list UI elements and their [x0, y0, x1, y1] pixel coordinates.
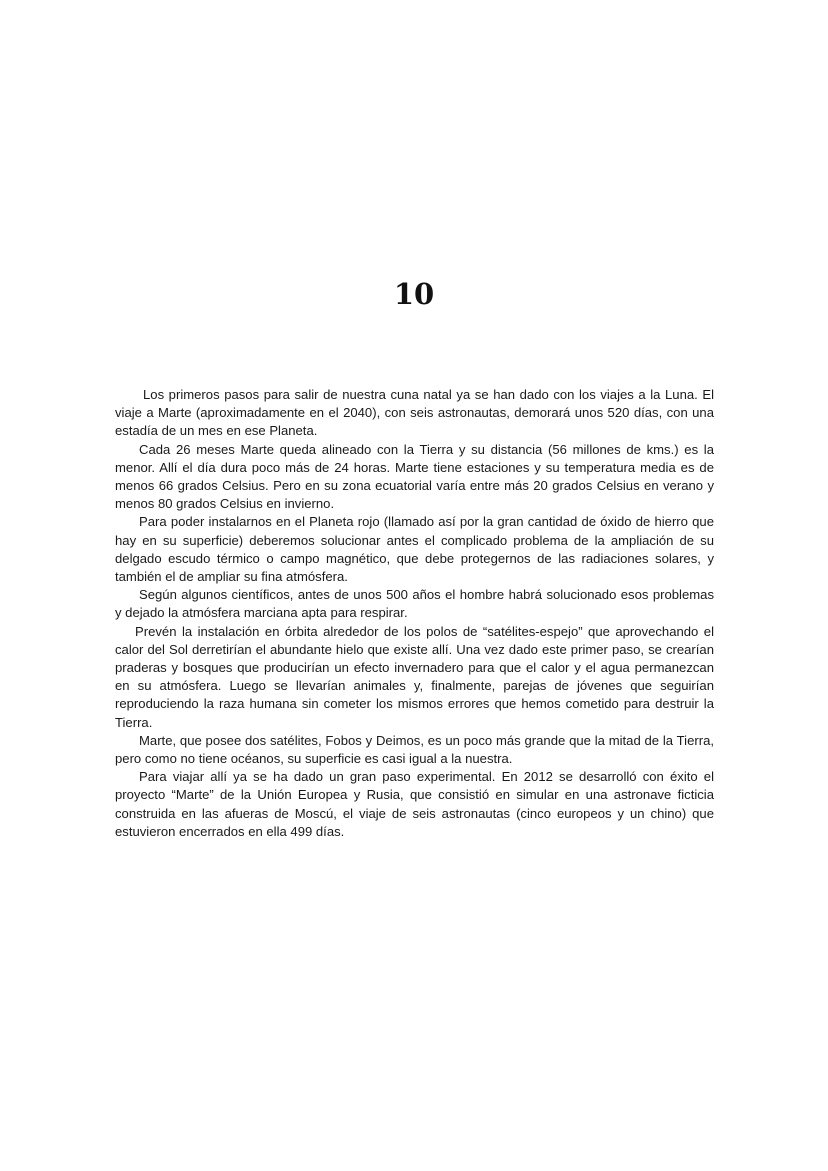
paragraph: Para poder instalarnos en el Planeta rojo (llamado así por la gran cantidad de óxido de hierro que hay en su superficie) deberemos solucionar antes el complicado problema de la ampliación de su delgado escudo térmico o campo magnético, que debe protegernos de las radiaciones solares, y también el de ampliar su fina atmósfera. [115, 514, 714, 585]
paragraph: Prevén la instalación en órbita alrededor de los polos de “satélites-espejo” que aprovechando el calor del Sol derretirían el abundante hielo que existe allí. Una vez dado este primer paso, se crearían praderas y bosques que producirían un efecto invernadero para que el calor y el agua permanezcan en su atmósfera. Luego se llevarían animales y, finalmente, parejas de jóvenes que seguirían reproduciendo la raza humana sin cometer los mismos errores que hemos cometido para destruir la Tierra. [115, 623, 714, 730]
paragraph: Cada 26 meses Marte queda alineado con la Tierra y su distancia (56 millones de kms.) es la menor. Allí el día dura poco más de 24 horas. Marte tiene estaciones y su temperatura media es de menos 66 grados Celsius. Pero en su zona ecuatorial varía entre más 20 grados Celsius en verano y menos 80 grados Celsius en invierno. [115, 441, 714, 512]
chapter-body [115, 386, 714, 841]
paragraph: Los primeros pasos para salir de nuestra cuna natal ya se han dado con los viajes a la Luna. El viaje a Marte (aproximadamente en el 2040), con seis astronautas, demorará unos 520 días, con una estadía de un mes en ese Planeta. [115, 387, 714, 439]
paragraph: Marte, que posee dos satélites, Fobos y Deimos, es un poco más grande que la mitad de la Tierra, pero como no tiene océanos, su superficie es casi igual a la nuestra. [115, 732, 714, 767]
paragraph: Para viajar allí ya se ha dado un gran paso experimental. En 2012 se desarrolló con éxito el proyecto “Marte” de la Unión Europea y Rusia, que consistió en simular en una astronave ficticia construida en las afueras de Moscú, el viaje de seis astronautas (cinco europeos y un chino) que estuvieron encerrados en ella 499 días. [115, 769, 714, 839]
paragraph: Según algunos científicos, antes de unos 500 años el hombre habrá solucionado esos problemas y dejado la atmósfera marciana apta para respirar. [115, 587, 714, 621]
chapter-number: 10 [393, 277, 435, 311]
